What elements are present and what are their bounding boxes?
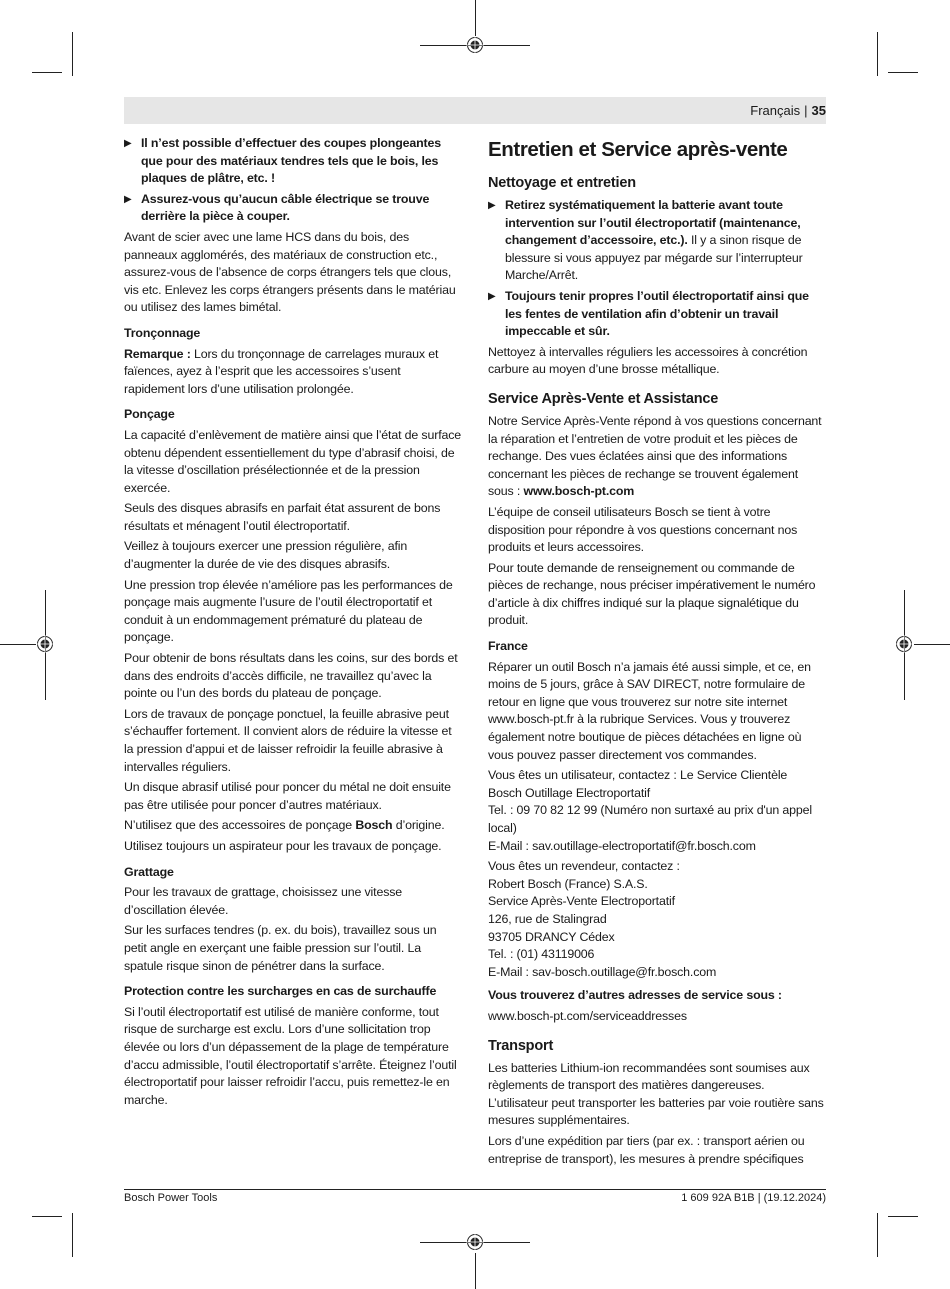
paragraph: Si l’outil électroportatif est utilisé de manière conforme, tout risque de surcharge est exclu. Lors d’une sollicitation trop élevée ou lors d’un dépassement de la plage de température d’accu admissible, l’outil électroportatif s’arrête. Éteignez l’outil électroportatif pour laisser refroidir l’accu, puis remettez-le en marche. (124, 1004, 457, 1107)
paragraph (488, 413, 826, 501)
registration-mark-icon (36, 635, 54, 653)
footer-brand: Bosch Power Tools (124, 1192, 218, 1204)
left-column (124, 135, 462, 1112)
triangle-bullet-icon: ▶ (124, 193, 132, 205)
header-language: Français (750, 103, 801, 118)
contact-block-user (488, 767, 826, 855)
paragraph: Lors d’une expédition par tiers (par ex. : transport aérien ou entreprise de transport), les mesures à prendre spécifiques (488, 1133, 805, 1166)
section-heading-transport: Transport (488, 1037, 554, 1054)
contact-line: Vous êtes un revendeur, contactez : (488, 859, 680, 874)
paragraph: Utilisez toujours un aspirateur pour les travaux de ponçage. (124, 838, 442, 853)
warning-bullet (488, 197, 826, 285)
registration-mark-icon (466, 1233, 484, 1251)
website-link: www.bosch-pt.com (523, 484, 635, 499)
footer-doc-id: 1 609 92A B1B | (19.12.2024) (681, 1192, 826, 1204)
contact-line: 93705 DRANCY Cédex (488, 929, 615, 944)
header-separator: | (804, 103, 808, 118)
section-heading-protection: Protection contre les surcharges en cas de surchauffe (124, 984, 437, 999)
page-number: 35 (811, 103, 826, 118)
registration-mark-icon (466, 36, 484, 54)
chapter-title: Entretien et Service après-vente (488, 138, 788, 161)
paragraph: Pour obtenir de bons résultats dans les coins, sur des bords et dans des endroits d’accès difficile, ne travaillez qu’avec la pointe ou l’un des bords du plateau de ponçage. (124, 651, 458, 701)
note-label: Remarque : (124, 346, 191, 361)
contact-line: E-Mail : sav.outillage-electroportatif@fr.bosch.com (488, 838, 756, 853)
section-heading-france: France (488, 639, 528, 654)
text-run: N’utilisez que des accessoires de ponçage (124, 818, 356, 833)
warning-bullet (124, 191, 462, 226)
service-addresses-url: www.bosch-pt.com/serviceaddresses (488, 1008, 687, 1023)
text-run: d’origine. (392, 818, 445, 833)
contact-block-reseller (488, 858, 826, 981)
paragraph: La capacité d’enlèvement de matière ainsi que l’état de surface obtenu dépendent essentiellement du type d’abrasif choisi, de la vitesse d’oscillation présélectionnée et de la pression exercée. (124, 427, 462, 495)
warning-text: Assurez-vous qu’aucun câble électrique se trouve derrière la pièce à couper. (141, 191, 430, 224)
section-heading-troncon: Tronçonnage (124, 325, 201, 340)
contact-line: Robert Bosch (France) S.A.S. (488, 876, 648, 891)
triangle-bullet-icon: ▶ (488, 290, 496, 302)
crop-mark (877, 1213, 878, 1257)
paragraph: Une pression trop élevée n’améliore pas les performances de ponçage mais augmente l’usure de l’outil électroportatif et conduit à un endommagement prématuré du plateau de ponçage. (124, 577, 453, 645)
contact-line: Service Après-Vente Electroportatif (488, 894, 675, 909)
crop-mark (72, 32, 73, 76)
paragraph: Nettoyez à intervalles réguliers les accessoires à concrétion carbure au moyen d’une brosse métallique. (488, 344, 808, 377)
triangle-bullet-icon: ▶ (124, 138, 132, 149)
warning-bullet (124, 135, 462, 188)
footer-rule (124, 1189, 826, 1190)
crop-mark (877, 32, 878, 76)
crop-mark (888, 72, 918, 73)
paragraph: Seuls des disques abrasifs en parfait état assurent de bons résultats et ménagent l’outil électroportatif. (124, 501, 441, 533)
triangle-bullet-icon: ▶ (488, 200, 496, 211)
right-column (488, 135, 826, 1171)
contact-line: 126, rue de Stalingrad (488, 911, 607, 926)
section-heading-grattage: Grattage (124, 864, 174, 879)
section-heading-poncage: Ponçage (124, 407, 175, 422)
contact-line: Bosch Outillage Electroportatif (488, 785, 651, 800)
crop-mark (32, 72, 62, 73)
text-run: Notre Service Après-Vente répond à vos questions concernant la réparation et l’entretien de votre produit et les pièces de rechange. Des vues éclatées ainsi que des informations concernant les pièces de rechange se trouvent également sous : (488, 413, 822, 499)
section-heading-nettoyage: Nettoyage et entretien (488, 175, 636, 191)
warning-normal: Il y a sinon risque de blessure si vous appuyez par mégarde sur l’interrupteur Marche/Arrêt. (505, 233, 803, 283)
crop-mark (914, 644, 950, 645)
contact-line: E-Mail : sav-bosch.outillage@fr.bosch.com (488, 964, 717, 979)
crop-mark (475, 1253, 476, 1289)
paragraph: Lors de travaux de ponçage ponctuel, la feuille abrasive peut s’échauffer fortement. Il convient alors de réduire la vitesse et la pression d’appui et de laisser refroidir la feuille abrasive à intervalles réguliers. (124, 706, 452, 774)
crop-mark (32, 1216, 62, 1217)
warning-bullet (488, 288, 826, 341)
header-bar (124, 97, 826, 124)
paragraph: L’équipe de conseil utilisateurs Bosch se tient à votre disposition pour répondre à vos questions concernant nos produits et leurs accessoires. (488, 504, 798, 555)
paragraph: Sur les surfaces tendres (p. ex. du bois), travaillez sous un petit angle en exerçant une faible pression sur l’outil. La spatule risque sinon de pénétrer dans la surface. (124, 923, 437, 973)
warning-text: Toujours tenir propres l’outil électroportatif ainsi que les fentes de ventilation afin d’obtenir un travail impeccable et sûr. (505, 288, 809, 339)
registration-mark-icon (895, 635, 913, 653)
crop-mark (888, 1216, 918, 1217)
paragraph: Réparer un outil Bosch n’a jamais été aussi simple, et ce, en moins de 5 jours, grâce à SAV DIRECT, notre formulaire de retour en ligne que vous trouverez sur notre site internet www.bosch-pt.fr à la rubrique Services. Vous y trouverez également notre boutique de pièces détachées en ligne où vous pouvez passer directement vos commandes. (488, 659, 811, 762)
section-heading-service: Service Après-Vente et Assistance (488, 390, 719, 407)
paragraph: Avant de scier avec une lame HCS dans du bois, des panneaux agglomérés, des matériaux de construction etc., assurez-vous de l’absence de corps étrangers tels que clous, vis etc. Enlevez les corps étrangers présents dans le matériau ou utilisez des lames bimétal. (124, 229, 456, 315)
paragraph: Pour les travaux de grattage, choisissez une vitesse d’oscillation élevée. (124, 885, 403, 917)
crop-mark (72, 1213, 73, 1257)
contact-line: Tel. : (01) 43119006 (488, 947, 595, 962)
crop-mark (0, 644, 36, 645)
paragraph (124, 346, 462, 399)
paragraph: Veillez à toujours exercer une pression régulière, afin d’augmenter la durée de vie des disques abrasifs. (124, 539, 408, 572)
contact-line: Tel. : 09 70 82 12 99 (Numéro non surtaxé au prix d'un appel local) (488, 803, 812, 835)
brand-name: Bosch (355, 818, 393, 833)
warning-text (505, 197, 826, 285)
warning-bold: Retirez systématiquement la batterie avant toute intervention sur l’outil électroportatif (maintenance, changement d’accessoire, etc.). (505, 198, 801, 248)
paragraph: Pour toute demande de renseignement ou commande de pièces de rechange, nous préciser impérativement le numéro d’article à dix chiffres indiqué sur la plaque signalétique du produit. (488, 560, 816, 628)
crop-mark (475, 0, 476, 36)
warning-text: Il n’est possible d’effectuer des coupes plongeantes que pour des matériaux tendres tels que le bois, les plaques de plâtre, etc. ! (141, 136, 441, 186)
page-header (750, 103, 826, 118)
note-text: Lors du tronçonnage de carrelages muraux et faïences, ayez à l’esprit que les accessoires s’usent rapidement lors d’une utilisation prolongée. (124, 346, 439, 396)
paragraph: Les batteries Lithium-ion recommandées sont soumises aux règlements de transport des matières dangereuses. L’utilisateur peut transporter les batteries par voie routière sans mesures supplémentaires. (488, 1060, 824, 1128)
paragraph (124, 817, 462, 835)
section-heading-other-addresses: Vous trouverez d’autres adresses de service sous : (488, 988, 782, 1003)
contact-line: Vous êtes un utilisateur, contactez : Le Service Clientèle (488, 768, 788, 783)
paragraph: Un disque abrasif utilisé pour poncer du métal ne doit ensuite pas être utilisée pour poncer d’autres matériaux. (124, 780, 451, 812)
